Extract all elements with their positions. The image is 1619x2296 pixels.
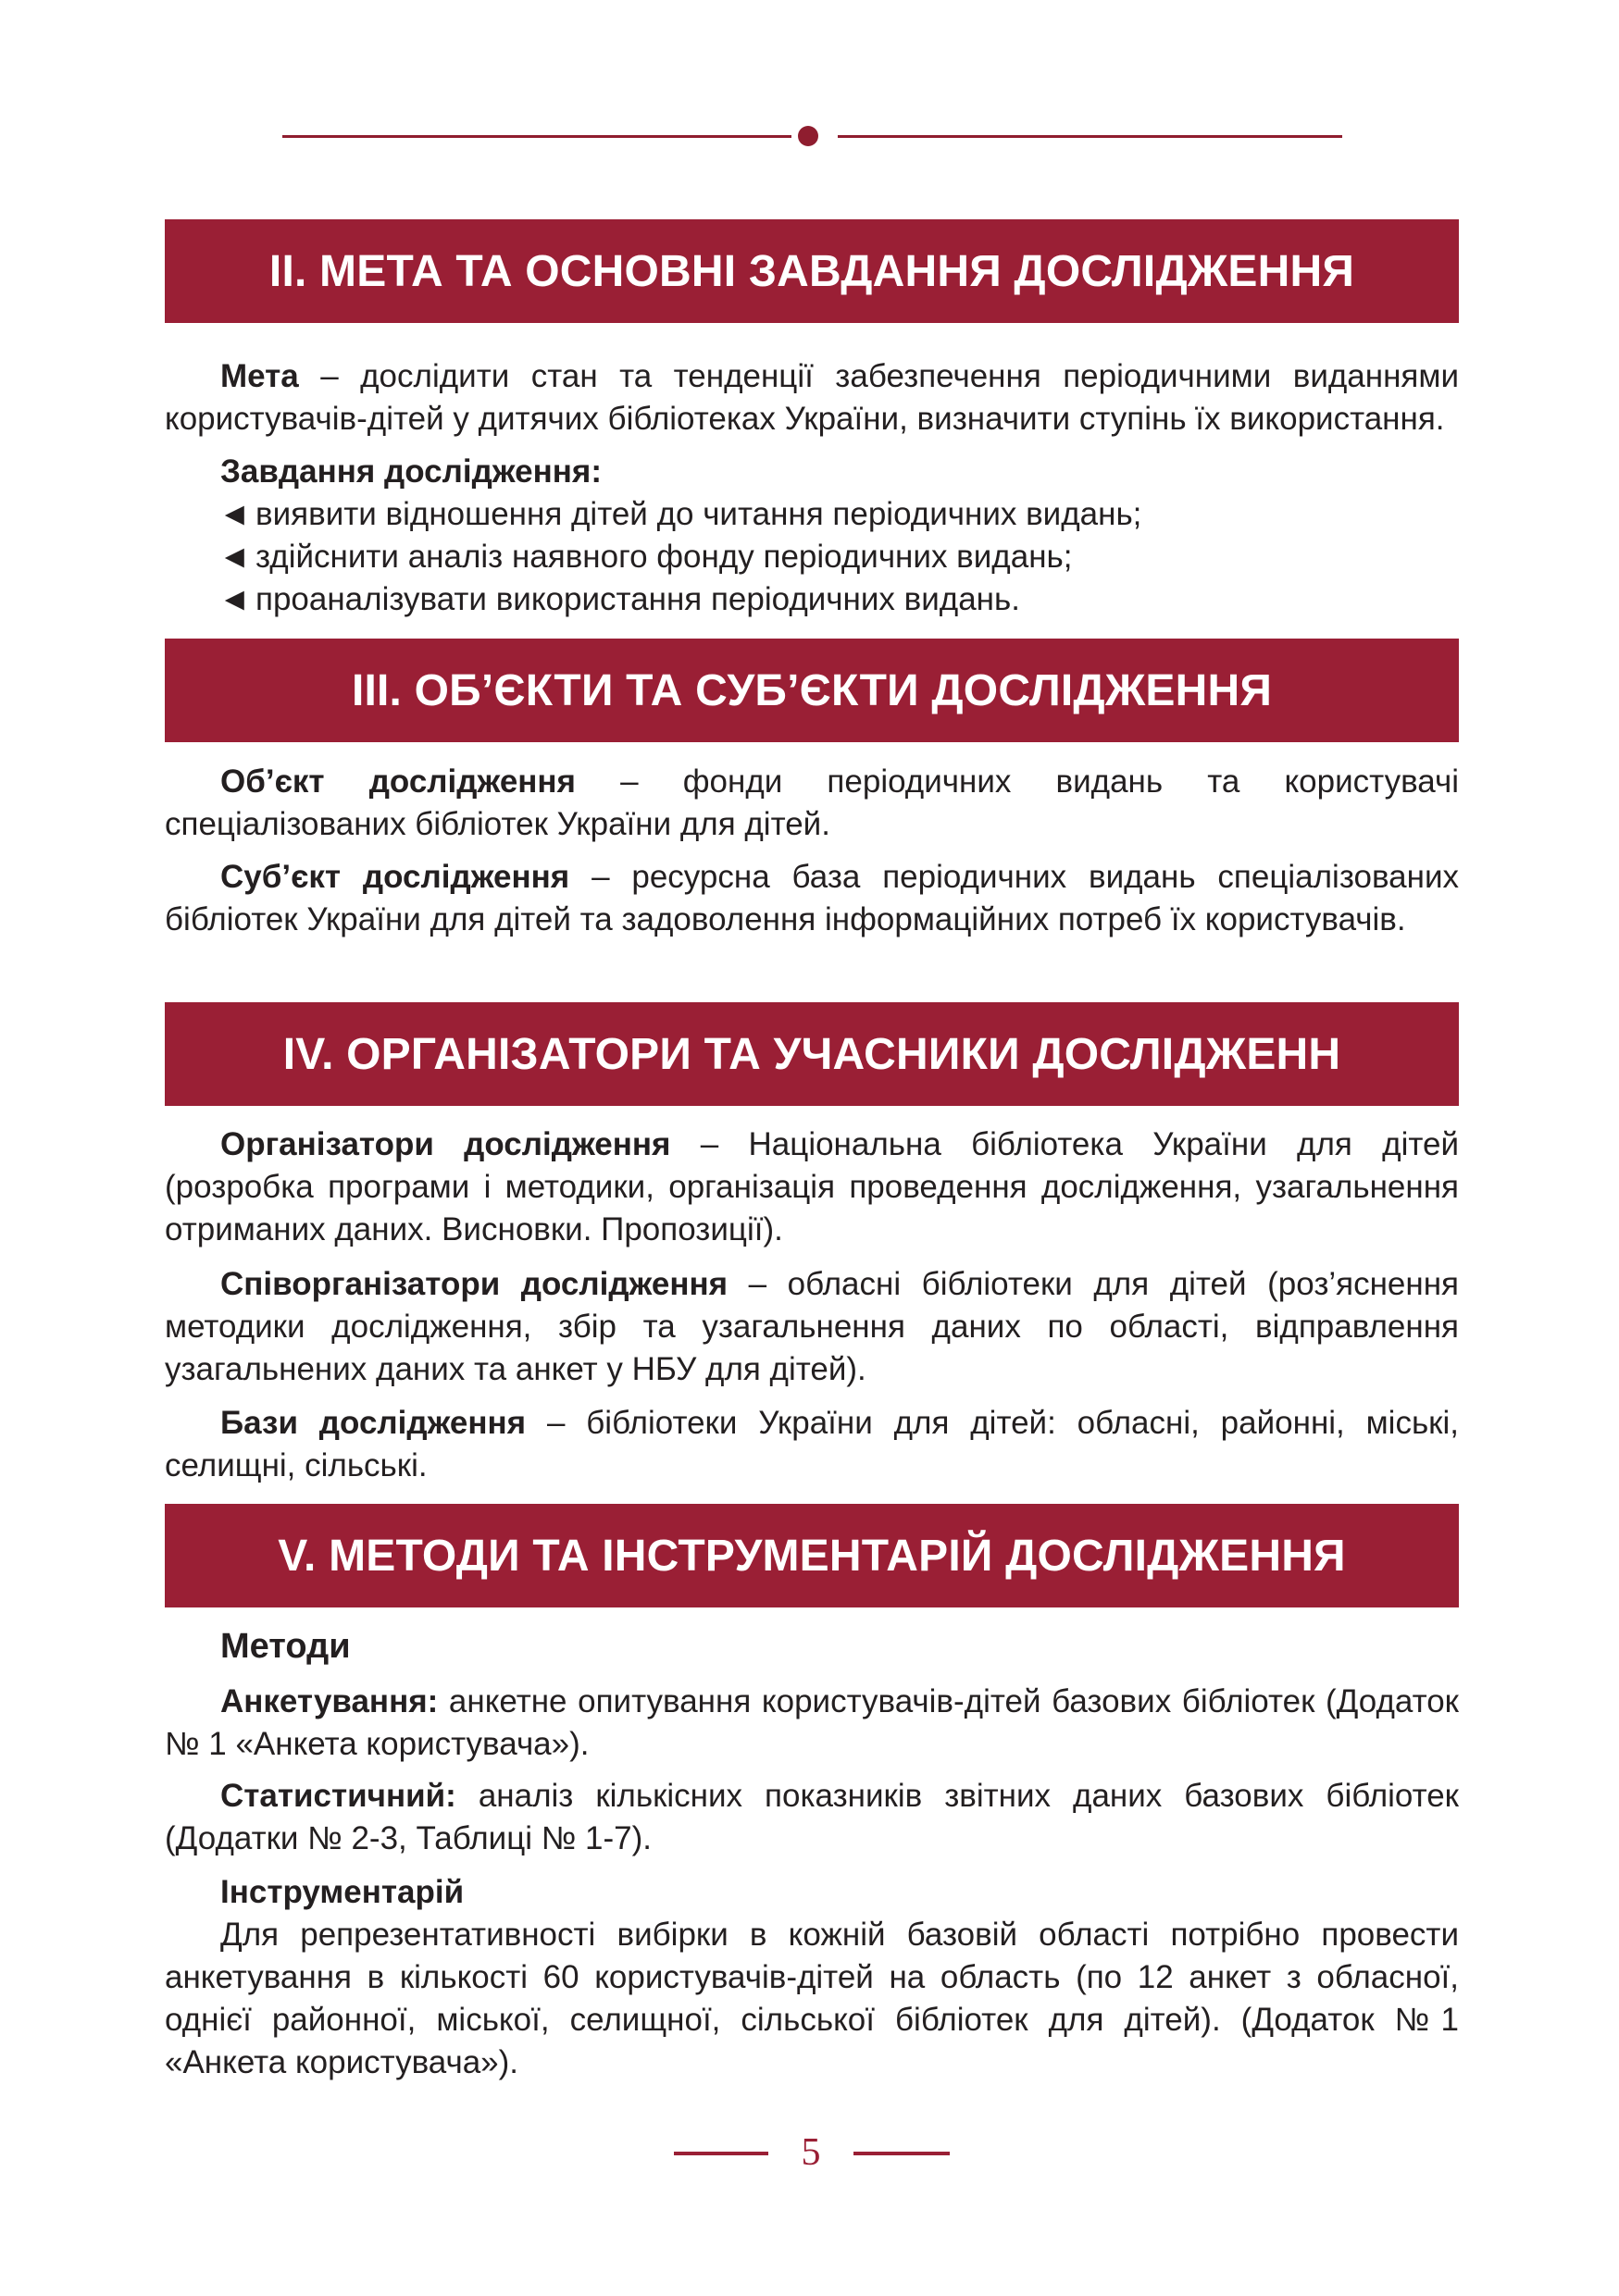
top-divider-left bbox=[282, 135, 791, 138]
coorganizers-text: – обласні бібліотеки для дітей (роз’яснення методики дослідження, збір та узагальнення даних по області, відправлення узагальнених даних та анкет у НБУ для дітей). bbox=[165, 1266, 1459, 1387]
goal-label: Мета bbox=[220, 358, 299, 394]
object-label: Об’єкт дослідження bbox=[220, 763, 576, 800]
methods-heading: Методи bbox=[220, 1627, 351, 1666]
section-4-title: IV. ОРГАНІЗАТОРИ ТА УЧАСНИКИ ДОСЛІДЖЕНН bbox=[165, 1002, 1459, 1106]
footer-divider-right bbox=[853, 2152, 950, 2155]
tasks-heading: Завдання дослідження: bbox=[220, 453, 602, 490]
survey-paragraph bbox=[165, 1681, 1459, 1766]
task-item-3: ◄ проаналізувати використання періодичних видань. bbox=[218, 578, 1020, 621]
bases-label: Бази дослідження bbox=[220, 1405, 527, 1441]
page-number: 5 bbox=[801, 2131, 821, 2174]
section-3-title: III. ОБ’ЄКТИ ТА СУБ’ЄКТИ ДОСЛІДЖЕННЯ bbox=[165, 639, 1459, 742]
object-paragraph bbox=[165, 761, 1459, 846]
top-divider-right bbox=[838, 135, 1342, 138]
subject-label: Суб’єкт дослідження bbox=[220, 859, 570, 895]
footer-divider-left bbox=[674, 2152, 768, 2155]
top-divider-dot bbox=[798, 126, 818, 146]
toolkit-heading: Інструментарій bbox=[220, 1874, 465, 1910]
subject-text: – ресурсна база періодичних видань спеціалізованих бібліотек України для дітей та задоволення інформаційних потреб їх користувачів. bbox=[165, 859, 1459, 937]
organizers-text: – Національна бібліотека України для дітей (розробка програми і методики, організація проведення дослідження, узагальнення отриманих даних. Висновки. Пропозиції). bbox=[165, 1126, 1459, 1247]
bullet-arrow-icon: ◄ bbox=[218, 581, 251, 617]
survey-text: анкетне опитування користувачів-дітей базових бібліотек (Додаток № 1 «Анкета користувача»). bbox=[165, 1683, 1459, 1762]
goal-paragraph bbox=[165, 355, 1459, 441]
coorganizers-paragraph bbox=[165, 1263, 1459, 1391]
task-item-1: ◄ виявити відношення дітей до читання періодичних видань; bbox=[218, 493, 1141, 536]
section-2-title: II. МЕТА ТА ОСНОВНІ ЗАВДАННЯ ДОСЛІДЖЕННЯ bbox=[165, 219, 1459, 323]
survey-label: Анкетування: bbox=[220, 1683, 439, 1719]
goal-text: – дослідити стан та тенденції забезпечення періодичними виданнями користувачів-дітей у дитячих бібліотеках України, визначити ступінь їх використання. bbox=[165, 358, 1459, 437]
bullet-arrow-icon: ◄ bbox=[218, 539, 251, 575]
subject-paragraph bbox=[165, 856, 1459, 941]
statistical-label: Статистичний: bbox=[220, 1778, 456, 1814]
bullet-arrow-icon: ◄ bbox=[218, 496, 251, 532]
bases-paragraph bbox=[165, 1402, 1459, 1487]
organizers-label: Організатори дослідження bbox=[220, 1126, 671, 1162]
statistical-text: аналіз кількісних показників звітних даних базових бібліотек (Додатки № 2-3, Таблиці № 1-7). bbox=[165, 1778, 1459, 1856]
statistical-paragraph bbox=[165, 1775, 1459, 1860]
bases-text: – бібліотеки України для дітей: обласні, районні, міські, селищні, сільські. bbox=[165, 1405, 1459, 1483]
toolkit-paragraph: Для репрезентативності вибірки в кожній базовій області потрібно провести анкетування в кількості 60 користувачів-дітей на область (по 12 анкет з обласної, однієї районної, міської, селищної, сільської бібліотек для дітей). (Додаток №1 «Анкета користувача»). bbox=[165, 1917, 1459, 2080]
section-5-title: V. МЕТОДИ ТА ІНСТРУМЕНТАРІЙ ДОСЛІДЖЕННЯ bbox=[165, 1504, 1459, 1607]
organizers-paragraph bbox=[165, 1123, 1459, 1251]
task-item-2: ◄ здійснити аналіз наявного фонду періодичних видань; bbox=[218, 536, 1073, 578]
coorganizers-label: Співорганізатори дослідження bbox=[220, 1266, 729, 1302]
object-text: – фонди періодичних видань та користувачі спеціалізованих бібліотек України для дітей. bbox=[165, 763, 1459, 842]
